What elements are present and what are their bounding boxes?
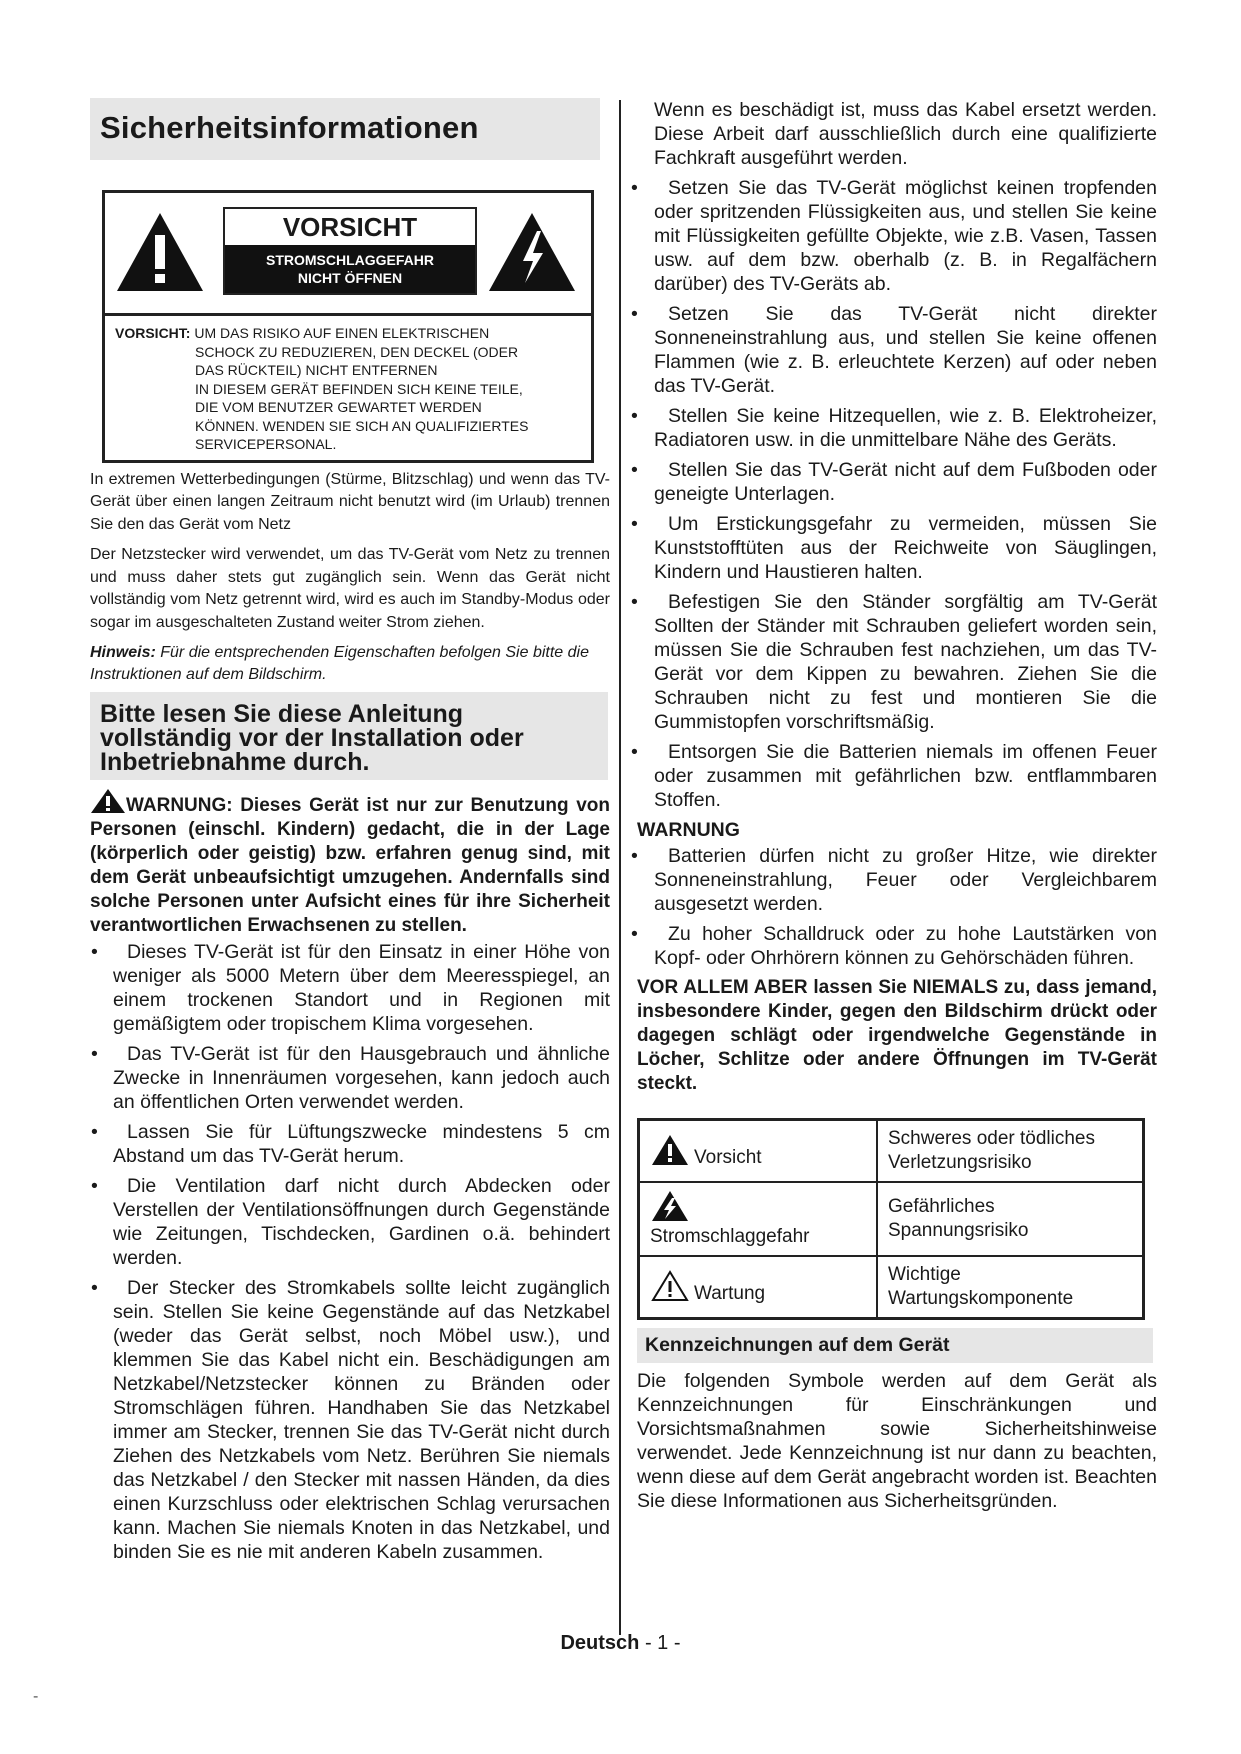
vorsicht-sub-line1: STROMSCHLAGGEFAHR	[266, 252, 434, 268]
caution-text-line: SCHOCK ZU REDUZIEREN, DEN DECKEL (ODER	[195, 343, 519, 360]
table-row	[639, 1120, 1144, 1183]
hint-label: Hinweis:	[90, 644, 156, 661]
caution-text-line: UM DAS RISIKO AUF EINEN ELEKTRISCHEN	[194, 325, 490, 341]
caution-triangle-icon	[650, 1133, 690, 1167]
vorsicht-panel	[223, 207, 477, 295]
vorsicht-heading: VORSICHT	[282, 212, 418, 242]
left-bullet-list	[90, 940, 610, 1564]
maintenance-triangle-icon	[650, 1269, 690, 1303]
symbol-description: Wichtige Wartungskomponente	[877, 1256, 1144, 1319]
corner-mark: -	[33, 1688, 39, 1705]
symbol-label: Wartung	[694, 1282, 766, 1304]
list-item: • Stellen Sie das TV-Gerät nicht auf dem Fußboden oder geneigte Unterlagen.	[637, 458, 1157, 506]
caution-text-line: KÖNNEN. WENDEN SIE SICH AN QUALIFIZIERTES	[195, 417, 529, 434]
list-item: • Stellen Sie keine Hitzequellen, wie z. B. Elektroheizer, Radiatoren usw. in die unmittelbare Nähe des Geräts.	[637, 404, 1157, 452]
markings-paragraph: Die folgenden Symbole werden auf dem Gerät als Kennzeichnungen für Einschränkungen und Vorsichtsmaßnahmen sowie Sicherheitshinweise verwendet. Jede Kennzeichnung ist nur dann zu beachten, wenn diese auf dem Gerät angebracht worden ist. Beachten Sie diese Informationen aus Sicherheitsgründen.	[637, 1370, 1157, 1512]
column-divider	[619, 100, 621, 1635]
read-instructions-heading	[100, 702, 608, 774]
read-instructions-line: vollständig vor der Installation oder	[100, 724, 524, 752]
list-item: • Zu hoher Schalldruck oder zu hohe Lautstärken von Kopf- oder Ohrhörern können zu Gehörschäden führen.	[637, 922, 1157, 970]
symbol-table	[637, 1118, 1145, 1320]
caution-text-line: DIE VOM BENUTZER GEWARTET WERDEN	[195, 399, 482, 415]
list-item: • Das TV-Gerät ist für den Hausgebrauch und ähnliche Zwecke in Innenräumen vorgesehen, kann jedoch auch an öffentlichen Orten verwendet werden.	[90, 1042, 610, 1114]
symbol-description: Schweres oder tödliches Verletzungsrisiko	[877, 1120, 1144, 1183]
warnung-heading: WARNUNG	[637, 819, 740, 841]
caution-label-box	[102, 190, 594, 463]
list-item: • Setzen Sie das TV-Gerät nicht direkter Sonneneinstrahlung aus, und stellen Sie keine offenen Flammen (wie z. B. erleuchtete Kerzen) auf oder neben das TV-Gerät.	[637, 302, 1157, 398]
symbol-cell	[639, 1256, 878, 1319]
symbol-cell	[639, 1120, 878, 1183]
symbol-label: Vorsicht	[694, 1146, 762, 1168]
list-item: • Um Erstickungsgefahr zu vermeiden, müssen Sie Kunststofftüten aus der Reichweite von Säuglingen, Kindern und Haustieren halten.	[637, 512, 1157, 584]
title-box	[90, 98, 600, 160]
right-bullet-list	[637, 176, 1157, 812]
read-instructions-line: Bitte lesen Sie diese Anleitung	[100, 700, 464, 728]
table-row	[639, 1182, 1144, 1256]
bold-warning-paragraph: VOR ALLEM ABER lassen Sie NIEMALS zu, dass jemand, insbesondere Kinder, gegen den Bildschirm drückt oder dagegen schlägt oder irgendwelche Gegenstände in Löcher, Schlitze oder andere Öffnungen im TV-Gerät steckt.	[637, 977, 1157, 1094]
markings-heading: Kennzeichnungen auf dem Gerät	[637, 1328, 1153, 1363]
caution-label-top	[105, 193, 591, 316]
warning-triangle-icon	[90, 788, 126, 814]
lightning-triangle-icon	[487, 211, 577, 293]
page-footer	[0, 1632, 1241, 1655]
list-item: • Setzen Sie das TV-Gerät möglichst keinen tropfenden oder spritzenden Flüssigkeiten aus, und stellen Sie keine mit Flüssigkeiten gefüllte Objekte, wie z.B. Vasen, Tassen usw. auf dem bzw. oberhalb (z. B. in Regalfächern darüber) des TV-Geräts ab.	[637, 176, 1157, 296]
list-item: • Der Stecker des Stromkabels sollte leicht zugänglich sein. Stellen Sie keine Gegenstände auf das Netzkabel (weder das Gerät selbst, noch Möbel usw.), und klemmen Sie das Kabel nicht ein. Beschädigungen am Netzkabel/Netzstecker können zu Bränden oder Stromschlägen führen. Handhaben Sie das Netzkabel immer am Stecker, trennen Sie das TV-Gerät nicht durch Ziehen des Netzkabels vom Netz. Berühren Sie niemals das Netzkabel / den Stecker mit nassen Händen, da dies einen Kurzschluss oder elektrischen Schlag verursachen kann. Machen Sie niemals Knoten in das Netzkabel, und binden Sie es nie mit anderen Kabeln zusammen.	[90, 1276, 610, 1564]
electric-shock-icon	[650, 1189, 690, 1223]
page-title: Sicherheitsinformationen	[100, 110, 479, 145]
list-item: • Dieses TV-Gerät ist für den Einsatz in einer Höhe von weniger als 5000 Metern über dem Meeresspiegel, an einem trockenen Standort und in Regionen mit gemäßigtem oder tropischem Klima vorgesehen.	[90, 940, 610, 1036]
list-item: • Befestigen Sie den Ständer sorgfältig am TV-Gerät Sollten der Ständer mit Schrauben geliefert worden sein, müssen Sie die Schrauben fest nachziehen, um das TV-Gerät vor dem Kippen zu bewahren. Ziehen Sie die Schrauben nicht zu fest und montieren Sie die Gummistopfen vorschriftsmäßig.	[637, 590, 1157, 734]
list-item: • Lassen Sie für Lüftungszwecke mindestens 5 cm Abstand um das TV-Gerät herum.	[90, 1120, 610, 1168]
weather-paragraph: In extremen Wetterbedingungen (Stürme, Blitzschlag) und wenn das TV-Gerät über einen langen Zeitraum nicht benutzt wird (im Urlaub) trennen Sie den das Gerät vom Netz	[90, 470, 610, 533]
warning-paragraph	[90, 788, 610, 938]
read-instructions-box	[90, 692, 608, 780]
exclamation-triangle-icon	[115, 211, 205, 293]
caution-text-label: VORSICHT:	[115, 325, 191, 341]
symbol-description: Gefährliches Spannungsrisiko	[877, 1182, 1144, 1256]
symbol-label: Stromschlaggefahr	[650, 1226, 810, 1247]
caution-text-line: SERVICEPERSONAL.	[195, 436, 337, 452]
list-item: • Die Ventilation darf nicht durch Abdecken oder Verstellen der Ventilationsöffnungen durch Gegenstände wie Zeitungen, Tischdecken, Gardinen o.ä. behindert werden.	[90, 1174, 610, 1270]
warnung-bullet-list	[637, 844, 1157, 970]
table-row	[639, 1256, 1144, 1319]
hint-paragraph	[90, 642, 610, 686]
caution-label-text	[105, 316, 591, 460]
caution-text-line: IN DIESEM GERÄT BEFINDEN SICH KEINE TEILE,	[195, 380, 523, 397]
power-plug-paragraph: Der Netzstecker wird verwendet, um das TV-Gerät vom Netz zu trennen und muss daher stets gut zugänglich sein. Wenn das Gerät nicht vollständig vom Netz getrennt wird, wird es auch im Standby-Modus oder sogar im ausgeschalteten Zustand weiter Strom ziehen.	[90, 546, 610, 631]
caution-text-line: DAS RÜCKTEIL) NICHT ENTFERNEN	[195, 362, 438, 378]
vorsicht-sub-line2: NICHT ÖFFNEN	[297, 270, 403, 286]
read-instructions-line: Inbetriebnahme durch.	[100, 748, 370, 776]
list-item: • Entsorgen Sie die Batterien niemals im offenen Feuer oder zusammen mit gefährlichen bzw. entflammbaren Stoffen.	[637, 740, 1157, 812]
symbol-cell	[639, 1182, 878, 1256]
warning-text: WARNUNG: Dieses Gerät ist nur zur Benutzung von Personen (einschl. Kindern) gedacht, die in der Lage (körperlich oder geistig) bzw. erfahren genug sind, mit dem Gerät unbeaufsichtigt umzugehen. Andernfalls sind solche Personen unter Aufsicht eines für ihre Sicherheit verantwortlichen Erwachsenen zu stellen.	[90, 795, 610, 936]
vorsicht-subtext	[225, 245, 475, 293]
footer-language: Deutsch	[560, 1632, 640, 1654]
footer-page-number: - 1 -	[639, 1632, 681, 1654]
left-column	[90, 98, 610, 1570]
cable-replace-paragraph: Wenn es beschädigt ist, muss das Kabel ersetzt werden. Diese Arbeit darf ausschließlich durch eine qualifizierte Fachkraft ausgeführt werden.	[654, 99, 1157, 169]
list-item: • Batterien dürfen nicht zu großer Hitze, wie direkter Sonneneinstrahlung, Feuer oder Vergleichbarem ausgesetzt werden.	[637, 844, 1157, 916]
hint-text: Für die entsprechenden Eigenschaften befolgen Sie bitte die Instruktionen auf dem Bildschirm.	[90, 644, 589, 683]
right-column	[637, 98, 1157, 1513]
